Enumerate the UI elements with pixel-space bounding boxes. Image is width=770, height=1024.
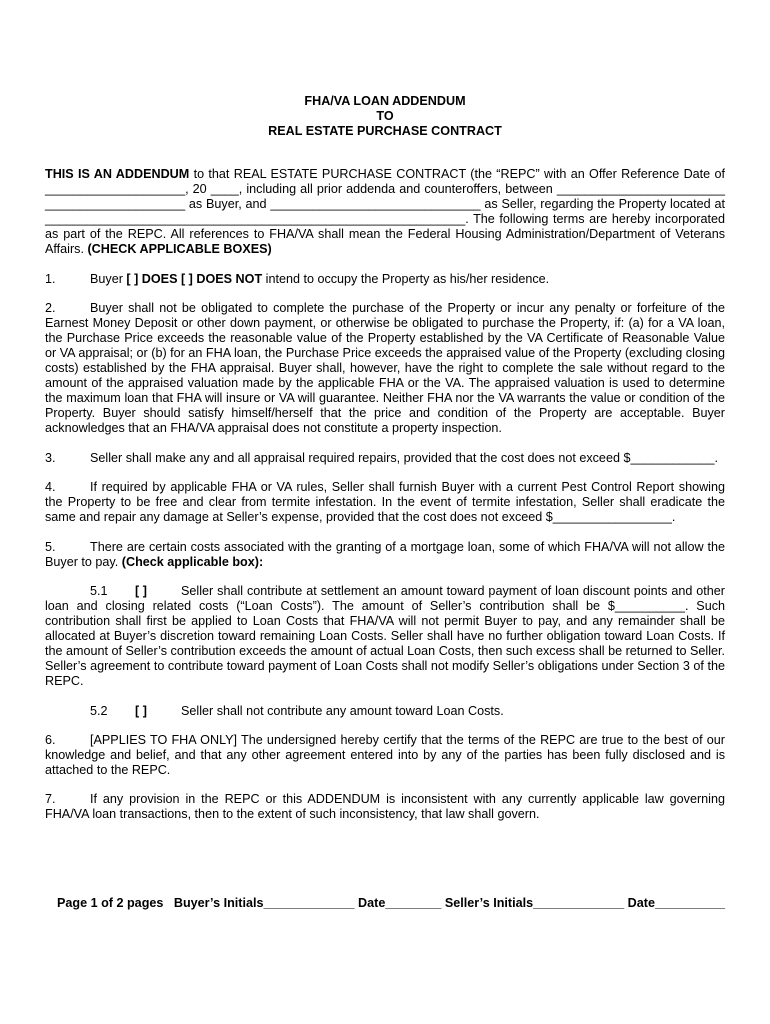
- section-7-number: 7.: [45, 792, 56, 806]
- document-title-line-2: TO: [376, 109, 394, 123]
- section-1-occupancy-checkboxes[interactable]: [ ] DOES [ ] DOES NOT: [126, 272, 263, 286]
- section-5-1-number: 5.1: [90, 584, 108, 598]
- section-4-text: If required by applicable FHA or VA rules, Seller shall furnish Buyer with a current Pest Control Report showing the Property to be free and clear from termite infestation. In the event of termite infestation, Seller shall eradicate the same and repair any damage at Seller’s expense, provided that the cost does not exceed $_________________.: [45, 480, 725, 524]
- section-1-text: intend to occupy the Property as his/her residence.: [265, 272, 550, 286]
- section-1-buyer: Buyer: [90, 272, 123, 286]
- intro-lead: THIS IS AN ADDENDUM: [45, 167, 190, 181]
- section-5-2-checkbox[interactable]: [ ]: [135, 704, 147, 718]
- section-5-2: [45, 704, 725, 719]
- intro-paragraph: [45, 167, 725, 257]
- intro-text: to that REAL ESTATE PURCHASE CONTRACT (the “REPC” with an Offer Reference Date of ____________________, 20 ____, including all prior addenda and counteroffers, between ________________________ ____________________ as Buyer, and ______________________________ as Seller, regarding the Property located at ____________________________________________________________. The following terms are hereby incorporated as part of the REPC. All references to FHA/VA shall mean the Federal Housing Administration/Department of Veterans Affairs.: [45, 167, 725, 256]
- section-5-1-text: Seller shall contribute at settlement an amount toward payment of loan discount points and other loan and closing related costs (“Loan Costs”). The amount of Seller’s contribution shall be $__________. Such contribution shall first be applied to Loan Costs that FHA/VA will not permit Buyer to pay, and any remainder shall be allocated at Buyer’s discretion toward remaining Loan Costs. Seller shall have no further obligation toward Loan Costs. If the amount of Seller’s contribution exceeds the amount of actual Loan Costs, then such excess shall be returned to Seller. Seller’s agreement to contribute toward payment of Loan Costs shall not modify Seller’s obligations under Section 3 of the REPC.: [45, 584, 726, 688]
- section-6-number: 6.: [45, 733, 56, 747]
- section-5-number: 5.: [45, 540, 56, 554]
- intro-check-note: (CHECK APPLICABLE BOXES): [87, 242, 272, 256]
- section-3: [45, 451, 725, 466]
- section-6: [45, 733, 725, 778]
- section-5-2-text: Seller shall not contribute any amount toward Loan Costs.: [181, 704, 504, 718]
- seller-initials-field[interactable]: Seller’s Initials_____________: [444, 896, 625, 910]
- document-title-line-1: FHA/VA LOAN ADDENDUM: [304, 94, 466, 108]
- buyer-initials-field[interactable]: Buyer’s Initials_____________: [173, 896, 355, 910]
- section-6-text: [APPLIES TO FHA ONLY] The undersigned hereby certify that the terms of the REPC are true to the best of our knowledge and belief, and that any other agreement entered into by any of the parties has been fully disclosed and is attached to the REPC.: [45, 733, 725, 777]
- section-1: [45, 272, 725, 287]
- section-5-text: There are certain costs associated with the granting of a mortgage loan, some of which FHA/VA will not allow the Buyer to pay.: [45, 540, 725, 569]
- section-5-check-note: (Check applicable box):: [121, 555, 264, 569]
- section-7: [45, 792, 725, 822]
- buyer-date-field[interactable]: Date________: [358, 896, 442, 910]
- section-3-text: Seller shall make any and all appraisal required repairs, provided that the cost does not exceed $____________.: [90, 451, 718, 465]
- section-2: [45, 301, 725, 436]
- section-4-number: 4.: [45, 480, 56, 494]
- section-7-text: If any provision in the REPC or this ADDENDUM is inconsistent with any currently applicable law governing FHA/VA loan transactions, then to the extent of such inconsistency, that law shall govern.: [45, 792, 725, 821]
- page-number: Page 1 of 2 pages: [57, 896, 164, 910]
- section-2-text: Buyer shall not be obligated to complete the purchase of the Property or incur any penalty or forfeiture of the Earnest Money Deposit or other down payment, or otherwise be obligated to purchase the Property, if: (a) for a VA loan, the Purchase Price exceeds the reasonable value of the Property established by the VA Certificate of Reasonable Value or VA appraisal; or (b) for an FHA loan, the Purchase Price exceeds the appraised value of the Property (excluding closing costs) established by the FHA appraisal. Buyer shall, however, have the right to complete the sale without regard to the amount of the appraised valuation made by the applicable FHA or the VA. The appraised valuation is used to determine the maximum loan that FHA will insure or VA will guarantee. Neither FHA nor the VA warrants the value or condition of the Property. Buyer should satisfy himself/herself that the price and condition of the Property are acceptable. Buyer acknowledges that an FHA/VA appraisal does not constitute a property inspection.: [45, 301, 725, 435]
- section-5-2-number: 5.2: [90, 704, 108, 718]
- section-3-number: 3.: [45, 451, 56, 465]
- section-5-1: [45, 584, 725, 689]
- page-footer: [57, 896, 725, 911]
- section-5-1-checkbox[interactable]: [ ]: [135, 584, 147, 598]
- document-title-line-3: REAL ESTATE PURCHASE CONTRACT: [268, 124, 502, 138]
- section-2-number: 2.: [45, 301, 56, 315]
- section-4: [45, 480, 725, 525]
- seller-date-field[interactable]: Date__________: [627, 896, 725, 910]
- section-5: [45, 540, 725, 570]
- section-1-number: 1.: [45, 272, 56, 286]
